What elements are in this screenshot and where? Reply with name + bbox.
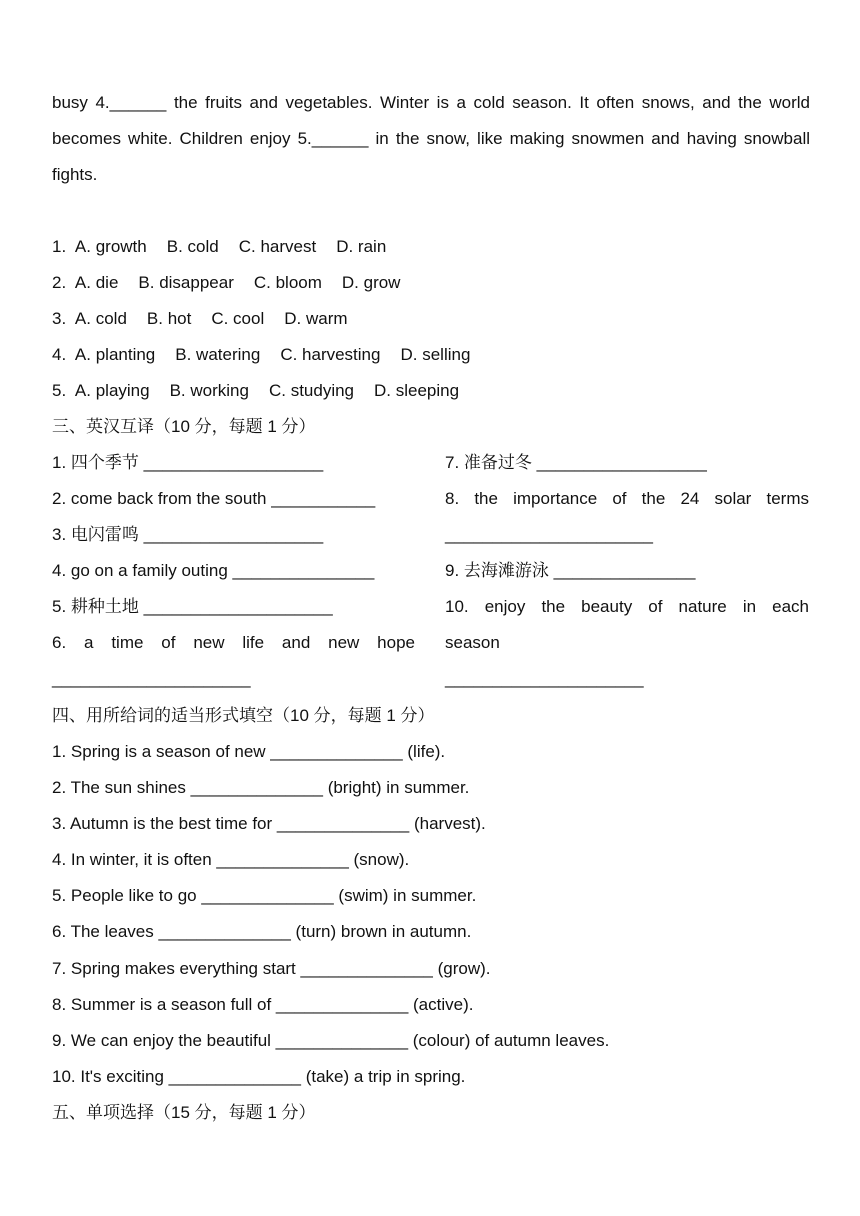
translation-item-2: 2. come back from the south ___________: [52, 489, 376, 508]
choice-number: 5.: [52, 381, 67, 400]
fill-item-3: 3. Autumn is the best time for ______________ (harvest).: [52, 814, 486, 833]
choice-row-1: [52, 229, 406, 265]
fill-item-8: 8. Summer is a season full of ______________ (active).: [52, 995, 474, 1014]
choice-number: 1.: [52, 237, 67, 256]
choice-number: 4.: [52, 345, 67, 364]
translation-item-6: 6. a time of new life and new hope: [52, 633, 415, 652]
fill-item-1: 1. Spring is a season of new ______________ (life).: [52, 742, 446, 761]
translation-item-6-blank: _____________________: [52, 669, 251, 688]
option-a: A. playing: [74, 381, 150, 400]
choice-number: 3.: [52, 309, 67, 328]
section-3-title: 三、英汉互译（10 分，每题 1 分）: [52, 417, 316, 436]
fill-item-9: 9. We can enjoy the beautiful ______________ (colour) of autumn leaves.: [52, 1031, 610, 1050]
translation-item-10-cont: season: [445, 633, 500, 652]
translation-item-8-blank: ______________________: [445, 525, 654, 544]
fill-item-10: 10. It's exciting ______________ (take) a trip in spring.: [52, 1067, 466, 1086]
choice-row-2: [52, 265, 420, 301]
option-d: D. grow: [341, 273, 401, 292]
option-b: B. watering: [175, 345, 261, 364]
fill-item-5: 5. People like to go ______________ (swim) in summer.: [52, 886, 477, 905]
translation-item-3: 3. 电闪雷鸣 ___________________: [52, 525, 324, 544]
translation-item-7: 7. 准备过冬 __________________: [445, 453, 707, 472]
option-c: C. bloom: [253, 273, 322, 292]
section-4-title: 四、用所给词的适当形式填空（10 分，每题 1 分）: [52, 706, 435, 725]
fill-item-2: 2. The sun shines ______________ (bright) in summer.: [52, 778, 470, 797]
option-b: B. cold: [166, 237, 219, 256]
option-d: D. sleeping: [374, 381, 460, 400]
translation-item-4: 4. go on a family outing _______________: [52, 561, 375, 580]
option-c: C. studying: [268, 381, 355, 400]
cloze-passage: busy 4.______ the fruits and vegetables. Winter is a cold season. It often snows, and the world becomes white. Children enjoy 5.______ in the snow, like making snowmen and having snowball fights.: [52, 93, 810, 184]
option-d: D. warm: [284, 309, 348, 328]
option-c: C. harvest: [238, 237, 317, 256]
translation-item-10-blank: _____________________: [445, 669, 644, 688]
option-b: B. hot: [146, 309, 192, 328]
fill-item-6: 6. The leaves ______________ (turn) brown in autumn.: [52, 922, 472, 941]
option-a: A. cold: [74, 309, 127, 328]
option-c: C. harvesting: [280, 345, 381, 364]
fill-item-7: 7. Spring makes everything start ______________ (grow).: [52, 959, 491, 978]
translation-item-5: 5. 耕种土地 ____________________: [52, 597, 333, 616]
choice-row-3: [52, 301, 368, 337]
option-c: C. cool: [211, 309, 265, 328]
option-d: D. rain: [336, 237, 387, 256]
translation-item-8: 8. the importance of the 24 solar terms: [445, 489, 809, 508]
option-a: A. die: [74, 273, 119, 292]
option-d: D. selling: [400, 345, 471, 364]
section-5-title: 五、单项选择（15 分，每题 1 分）: [52, 1103, 316, 1122]
option-b: B. working: [169, 381, 249, 400]
fill-item-4: 4. In winter, it is often ______________ (snow).: [52, 850, 410, 869]
choice-row-4: [52, 337, 490, 373]
option-a: A. planting: [74, 345, 156, 364]
translation-item-9: 9. 去海滩游泳 _______________: [445, 561, 696, 580]
option-a: A. growth: [74, 237, 147, 256]
choice-row-5: [52, 373, 479, 409]
option-b: B. disappear: [138, 273, 234, 292]
translation-item-10: 10. enjoy the beauty of nature in each: [445, 597, 809, 616]
choice-number: 2.: [52, 273, 67, 292]
translation-item-1: 1. 四个季节 ___________________: [52, 453, 324, 472]
